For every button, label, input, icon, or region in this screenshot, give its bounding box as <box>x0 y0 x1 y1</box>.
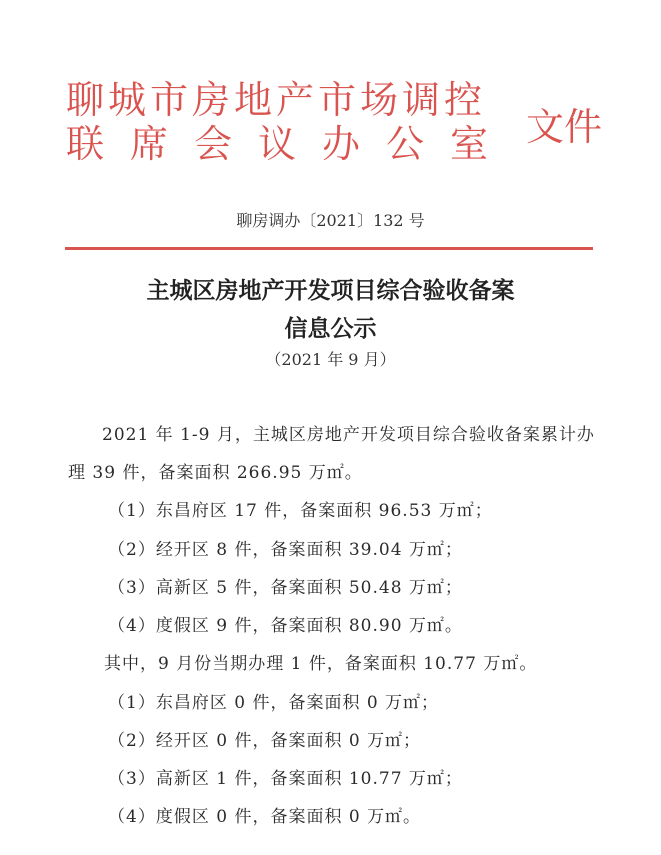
document-header <box>66 78 514 166</box>
summary-line-2: 理 39 件，备案面积 266.95 万㎡。 <box>68 463 363 483</box>
monthly-item: （3）高新区 1 件，备案面积 10.77 万㎡； <box>108 769 463 789</box>
document-title-line-1: 主城区房地产开发项目综合验收备案 <box>146 278 515 304</box>
header-line-2: 联席会议办公室 <box>66 122 515 166</box>
monthly-item: （1）东昌府区 0 件，备案面积 0 万㎡； <box>108 693 440 713</box>
cumulative-item: （1）东昌府区 17 件，备案面积 96.53 万㎡； <box>108 501 493 521</box>
summary-line-1: 2021 年 1-9 月，主城区房地产开发项目综合验收备案累计办 <box>102 425 595 445</box>
document-number: 聊房调办〔2021〕132 号 <box>236 211 425 230</box>
red-divider <box>65 247 593 250</box>
monthly-intro: 其中，9 月份当期办理 1 件，备案面积 10.77 万㎡。 <box>104 654 538 674</box>
header-suffix: 文件 <box>526 105 603 149</box>
document-subtitle: （2021 年 9 月） <box>265 350 396 369</box>
document-title-line-2: 信息公示 <box>284 316 377 342</box>
cumulative-item: （3）高新区 5 件，备案面积 50.48 万㎡； <box>108 578 463 598</box>
monthly-item: （2）经开区 0 件，备案面积 0 万㎡； <box>108 731 422 751</box>
header-line-1: 聊城市房地产市场调控 <box>66 78 487 122</box>
cumulative-item: （4）度假区 9 件，备案面积 80.90 万㎡。 <box>108 616 463 636</box>
cumulative-item: （2）经开区 8 件，备案面积 39.04 万㎡； <box>108 540 463 560</box>
monthly-item: （4）度假区 0 件，备案面积 0 万㎡。 <box>108 807 422 827</box>
